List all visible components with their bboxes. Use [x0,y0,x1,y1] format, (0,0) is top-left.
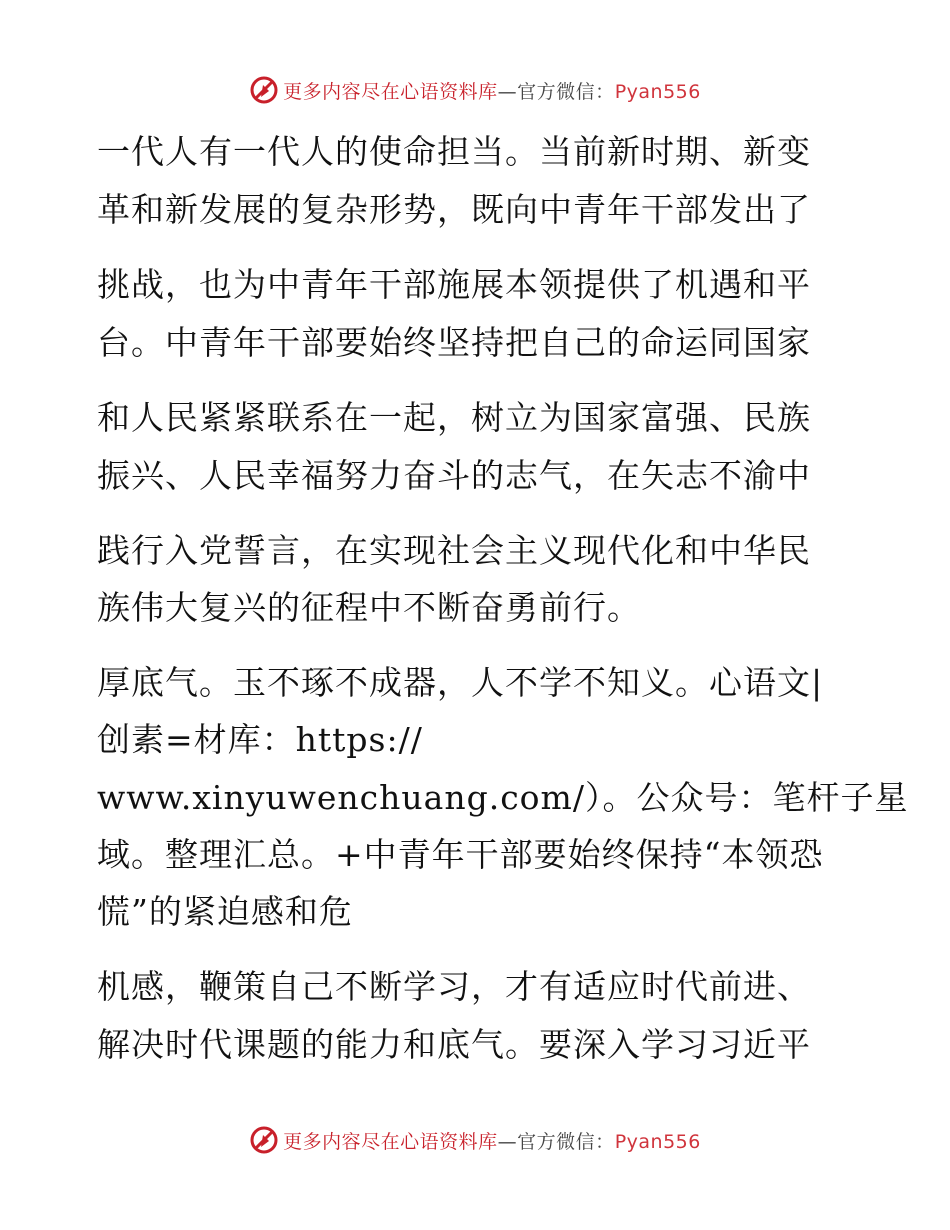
body-line: 革和新发展的复杂形势，既向中青年干部发出了 [97,190,811,229]
header-wechat-label: —官方微信： [497,80,615,103]
body-line: 挑战，也为中青年干部施展本领提供了机遇和平 [97,265,811,304]
footer-wechat-label: —官方微信： [497,1130,615,1153]
footer-main-text: 更多内容尽在心语资料库 [283,1130,498,1153]
body-line: 慌”的紧迫感和危 [97,892,353,931]
body-line: www.xinyuwenchuang.com/）。公众号：笔杆子星 [97,778,909,817]
body-line: 振兴、人民幸福努力奋斗的志气，在矢志不渝中 [97,456,811,495]
body-line: 厚底气。玉不琢不成器，人不学不知义。心语文| [97,663,824,702]
footer-banner [0,1120,950,1160]
body-line: 一代人有一代人的使命担当。当前新时期、新变 [97,132,811,171]
body-line: 践行入党誓言，在实现社会主义现代化和中华民 [97,531,811,570]
header-main-text: 更多内容尽在心语资料库 [283,80,498,103]
header-text [283,77,701,104]
header-wechat-id: Pyan556 [614,80,701,103]
body-line: 族伟大复兴的征程中不断奋勇前行。 [97,588,641,627]
footer-text [283,1127,701,1154]
red-seal-pen-logo-icon [249,75,279,105]
body-line: 机感，鞭策自己不断学习，才有适应时代前进、 [97,967,811,1006]
body-line: 域。整理汇总。+中青年干部要始终保持“本领恐 [97,835,824,874]
body-line: 创素=材库：https:// [97,720,423,759]
red-seal-pen-logo-icon [249,1125,279,1155]
body-line: 解决时代课题的能力和底气。要深入学习习近平 [97,1025,811,1064]
body-line: 台。中青年干部要始终坚持把自己的命运同国家 [97,323,811,362]
footer-wechat-id: Pyan556 [614,1130,701,1153]
body-line: 和人民紧紧联系在一起，树立为国家富强、民族 [97,398,811,437]
header-banner [0,70,950,110]
